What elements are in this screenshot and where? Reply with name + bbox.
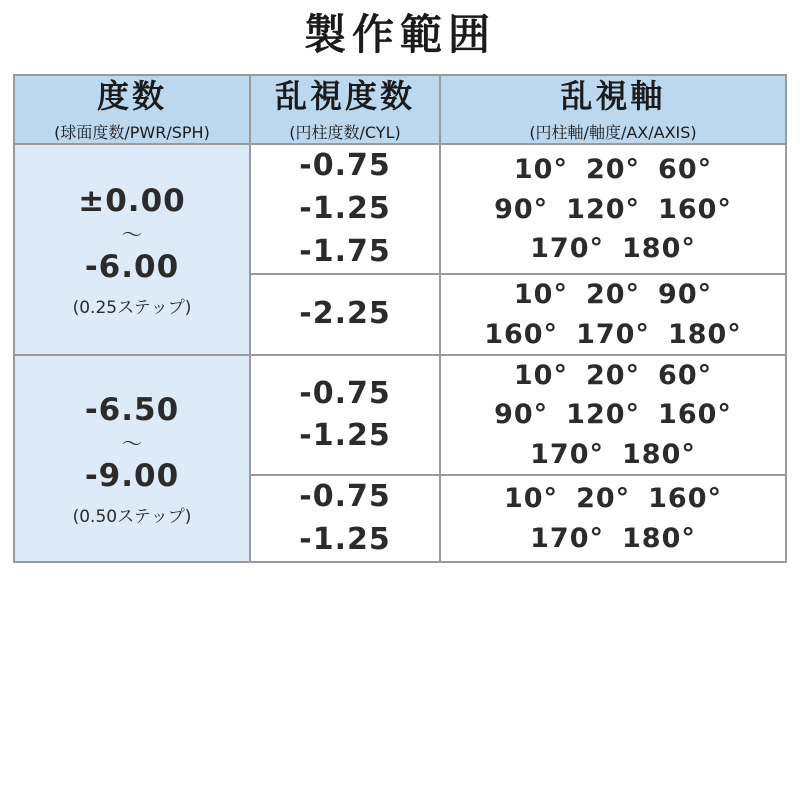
axis-cell xyxy=(440,475,786,562)
axis-value: 10° xyxy=(513,279,568,311)
table-row xyxy=(14,144,786,274)
cylinder-value: -0.75 xyxy=(299,479,391,515)
cylinder-value: -0.75 xyxy=(299,148,391,184)
power-range-tilde: 〜 xyxy=(121,432,143,457)
cylinder-value: -1.75 xyxy=(299,233,391,269)
axis-value: 90° xyxy=(494,193,549,225)
axis-value: 60° xyxy=(658,359,713,391)
axis-line xyxy=(441,356,785,395)
axis-value: 180° xyxy=(622,232,696,264)
header-cylinder-title: 乱視度数 xyxy=(274,77,415,116)
table-row xyxy=(14,355,786,475)
cylinder-value: -1.25 xyxy=(299,418,391,454)
axis-value: 160° xyxy=(648,483,723,515)
axis-line xyxy=(441,150,785,189)
header-row xyxy=(14,75,786,144)
header-axis-title: 乱視軸 xyxy=(560,77,666,116)
axis-value: 90° xyxy=(658,279,713,311)
axis-value: 20° xyxy=(585,154,641,186)
axis-value: 20° xyxy=(576,483,631,515)
axis-line xyxy=(441,190,785,229)
power-cell-group-1 xyxy=(14,144,250,355)
axis-cell xyxy=(440,144,786,274)
page-title: 製作範囲 xyxy=(303,10,496,59)
axis-value: 170° xyxy=(530,438,604,470)
axis-value: 170° xyxy=(530,522,604,554)
header-cylinder xyxy=(250,75,440,144)
header-cylinder-subtitle: (円柱度数/CYL) xyxy=(289,123,401,143)
cylinder-cell xyxy=(250,274,440,355)
axis-value: 120° xyxy=(566,399,641,431)
cylinder-value: -2.25 xyxy=(299,296,391,332)
header-power-subtitle: (球面度数/PWR/SPH) xyxy=(54,123,210,143)
axis-value: 10° xyxy=(513,154,568,186)
axis-line xyxy=(441,479,785,518)
axis-value: 10° xyxy=(513,359,568,391)
header-power xyxy=(14,75,250,144)
axis-value: 90° xyxy=(494,399,549,431)
cylinder-cell xyxy=(250,475,440,562)
axis-line xyxy=(441,519,785,558)
axis-value: 180° xyxy=(622,438,696,470)
power-cell-group-2 xyxy=(14,355,250,562)
axis-line xyxy=(441,229,785,268)
axis-value: 180° xyxy=(667,318,742,350)
power-range-top: -6.50 xyxy=(84,392,180,429)
axis-value: 170° xyxy=(576,318,650,350)
cylinder-cell xyxy=(250,355,440,475)
cylinder-value: -0.75 xyxy=(299,375,391,411)
header-power-title: 度数 xyxy=(96,77,167,116)
axis-value: 20° xyxy=(585,359,641,391)
table-body xyxy=(14,144,786,562)
cylinder-value: -1.25 xyxy=(299,190,391,226)
axis-line xyxy=(441,275,785,314)
axis-value: 160° xyxy=(658,193,732,225)
製作範囲-table xyxy=(13,74,787,563)
cylinder-cell xyxy=(250,144,440,274)
power-range-bottom: -6.00 xyxy=(84,249,180,286)
power-range-bottom: -9.00 xyxy=(84,458,180,495)
header-axis-subtitle: (円柱軸/軸度/AX/AXIS) xyxy=(529,123,697,143)
axis-value: 60° xyxy=(658,154,713,186)
axis-value: 180° xyxy=(622,522,696,554)
power-step: (0.50ステップ) xyxy=(72,507,192,528)
axis-value: 120° xyxy=(566,193,641,225)
axis-cell xyxy=(440,355,786,475)
axis-value: 160° xyxy=(658,399,732,431)
cylinder-value: -1.25 xyxy=(299,521,391,557)
axis-cell xyxy=(440,274,786,355)
axis-line xyxy=(441,435,785,474)
axis-value: 160° xyxy=(484,318,559,350)
axis-line xyxy=(441,315,785,354)
table-header xyxy=(14,75,786,144)
header-axis xyxy=(440,75,786,144)
spec-page xyxy=(0,10,800,810)
axis-value: 20° xyxy=(585,279,641,311)
axis-value: 170° xyxy=(530,232,604,264)
power-range-top: ±0.00 xyxy=(78,183,186,220)
power-range-tilde: 〜 xyxy=(121,223,143,248)
axis-line xyxy=(441,395,785,434)
power-step: (0.25ステップ) xyxy=(72,298,192,319)
axis-value: 10° xyxy=(503,483,559,515)
